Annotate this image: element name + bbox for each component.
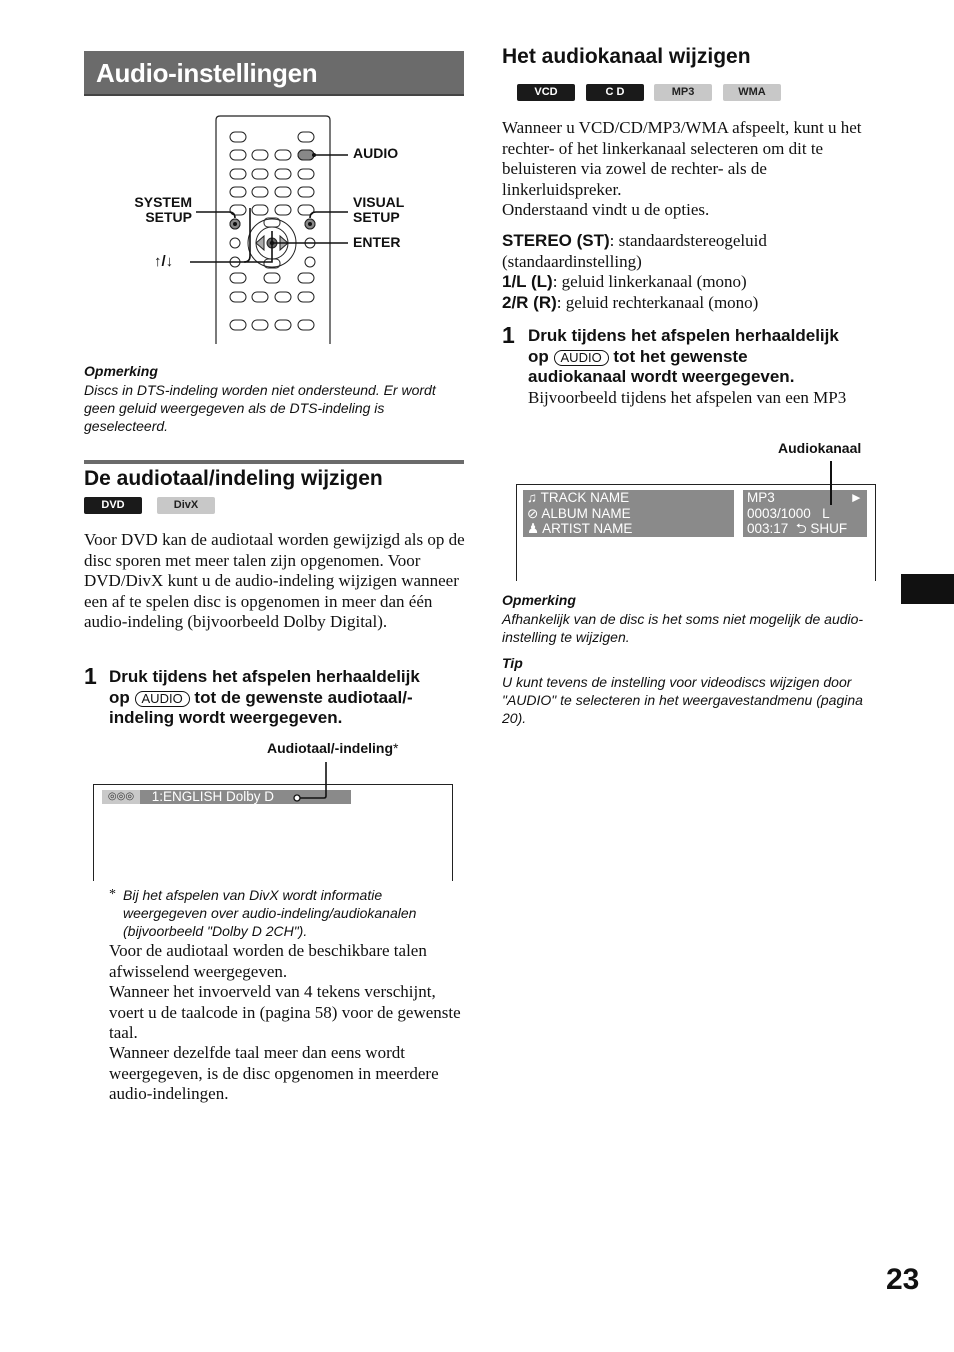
audio-disc-icon: ◎◎◎: [102, 790, 140, 804]
intro-options: Onderstaand vindt u de opties.: [502, 200, 710, 219]
step-instruction-right: [528, 326, 888, 388]
step-right-text-a: Druk tijdens het afspelen herhaaldelijk: [528, 326, 839, 345]
intro-channel: Wanneer u VCD/CD/MP3/WMA afspeelt, kunt u het rechter- of het linkerkanaal selecteren om dit te beluisteren via zowel de rechter- als de linkerluidspreker.: [502, 118, 862, 199]
step-text-b: tot de gewenste audiotaal/-: [194, 687, 413, 707]
osd-channel: L: [822, 505, 830, 521]
osd-language-text: 1:ENGLISH Dolby D: [151, 789, 275, 804]
remote-label-enter: ENTER: [353, 234, 401, 250]
tip-heading: Tip: [502, 655, 523, 671]
option-left-desc: : geluid linkerkanaal (mono): [552, 272, 747, 291]
step-instruction: [109, 667, 474, 729]
callout-line: [290, 760, 330, 805]
option-left: [502, 272, 882, 293]
osd-play-info: [743, 490, 867, 537]
osd-track-count: 0003/1000: [747, 505, 811, 521]
step-right-text-b: tot het gewenste: [613, 346, 748, 366]
osd-time: 003:17: [747, 521, 789, 536]
osd-format-row: [747, 490, 867, 506]
option-stereo-term: STEREO (ST): [502, 231, 610, 250]
para-input-field: Wanneer het invoerveld van 4 tekens verschijnt, voert u de taalcode in (pagina 58) voor de gewenste taal.: [109, 982, 461, 1043]
callout-audiotaal: [267, 741, 398, 756]
step-number: 1: [84, 663, 97, 689]
osd-track-count-row: [747, 506, 867, 522]
option-left-term: 1/L (L): [502, 272, 553, 291]
chapter-tab: [901, 574, 954, 604]
step-text-c: indeling wordt weergegeven.: [109, 708, 343, 727]
remote-label-audio: AUDIO: [353, 145, 399, 161]
option-stereo-desc: : standaardstereogeluid (standaardinstelling): [502, 231, 767, 271]
page-title: Audio-instellingen configureren: [84, 51, 464, 96]
step-text-op: op: [109, 687, 130, 707]
remote-label-visual-setup: VISUAL SETUP: [353, 194, 405, 225]
osd-mode: SHUF: [810, 521, 848, 536]
page-number: 23: [886, 1263, 920, 1296]
step-number-right: 1: [502, 322, 515, 348]
audio-button-icon-right: AUDIO: [554, 350, 609, 366]
intro-paragraph: Voor DVD kan de audiotaal worden gewijzigd als op de disc sporen met meer talen zijn opgenomen. Voor DVD/DivX kunt u de audio-indeling wijzigen wanneer een af te spelen disc is opgenomen in meer dan één audio-indeling (bijvoorbeeld Dolby Digital).: [84, 530, 465, 632]
callout-audiotaal-label: Audiotaal/-indeling: [267, 740, 393, 756]
note-text-right: Afhankelijk van de disc is het soms niet mogelijk de audio-instelling te wijzigen.: [502, 611, 864, 645]
remote-label-system-setup: SYSTEM SETUP: [134, 194, 192, 225]
note-text: Discs in DTS-indeling worden niet ondersteund. Er wordt geen geluid weergegeven als de DTS-indeling is geselecteerd.: [84, 382, 436, 434]
note-heading-right: Opmerking: [502, 592, 576, 608]
para-languages: Voor de audiotaal worden de beschikbare talen afwisselend weergegeven.: [109, 941, 427, 981]
osd-format: MP3: [747, 490, 775, 505]
note-heading: Opmerking: [84, 363, 158, 379]
badge-mp3: MP3: [654, 84, 712, 101]
step-example: Bijvoorbeeld tijdens het afspelen van een MP3: [528, 388, 847, 407]
osd-track-name: TRACK NAME: [540, 490, 630, 505]
osd-album-row: [527, 506, 734, 522]
option-stereo: [502, 231, 882, 272]
footnote-text: Bij het afspelen van DivX wordt informatie weergegeven over audio-indeling/audiokanalen (bijvoorbeeld "Dolby D 2CH").: [123, 887, 417, 939]
badge-divx: DivX: [157, 497, 215, 514]
person-icon: ♟: [527, 521, 540, 536]
step-right-text-op: op: [528, 346, 549, 366]
option-right: [502, 293, 882, 314]
option-right-term: 2/R (R): [502, 293, 557, 312]
para-same-language: Wanneer dezelfde taal meer dan eens wordt weergegeven, is de disc opgenomen in meerdere audio-indelingen.: [109, 1043, 439, 1104]
osd-artist-name: ARTIST NAME: [542, 521, 633, 536]
repeat-icon: ⮌: [795, 521, 807, 536]
step-right-text-c: audiokanaal wordt weergegeven.: [528, 367, 795, 386]
section-title-audiokanaal: Het audiokanaal wijzigen: [502, 45, 751, 68]
callout-audiokanaal: Audiokanaal: [778, 440, 862, 456]
tip-text: U kunt tevens de instelling voor videodiscs wijzigen door "AUDIO" te selecteren in het weergavestandmenu (pagina 20).: [502, 674, 863, 726]
badge-vcd: VCD: [517, 84, 575, 101]
callout-star: *: [393, 740, 399, 756]
badge-dvd: DVD: [84, 497, 142, 514]
audio-button-icon: AUDIO: [135, 691, 190, 707]
section-title-audiotaal: De audiotaal/indeling wijzigen: [84, 467, 383, 490]
step-text-a: Druk tijdens het afspelen herhaaldelijk: [109, 667, 420, 686]
remote-label-updown: ↑/↓: [154, 253, 174, 270]
osd-track-info: [523, 490, 734, 537]
badge-wma: WMA: [723, 84, 781, 101]
option-right-desc: : geluid rechterkanaal (mono): [556, 293, 759, 312]
music-note-icon: ♫: [527, 490, 538, 505]
disc-icon: ⊘: [527, 505, 539, 521]
osd-artist-row: [527, 521, 734, 537]
play-icon: ►: [849, 490, 863, 505]
osd-album-name: ALBUM NAME: [541, 505, 631, 521]
osd-track-row: [527, 490, 734, 506]
osd-time-row: [747, 521, 867, 537]
remote-control-diagram: [84, 108, 464, 348]
badge-cd: C D: [586, 84, 644, 101]
section-rule: [84, 460, 464, 464]
footnote-star: *: [109, 887, 116, 902]
callout-line-right: [830, 461, 832, 505]
